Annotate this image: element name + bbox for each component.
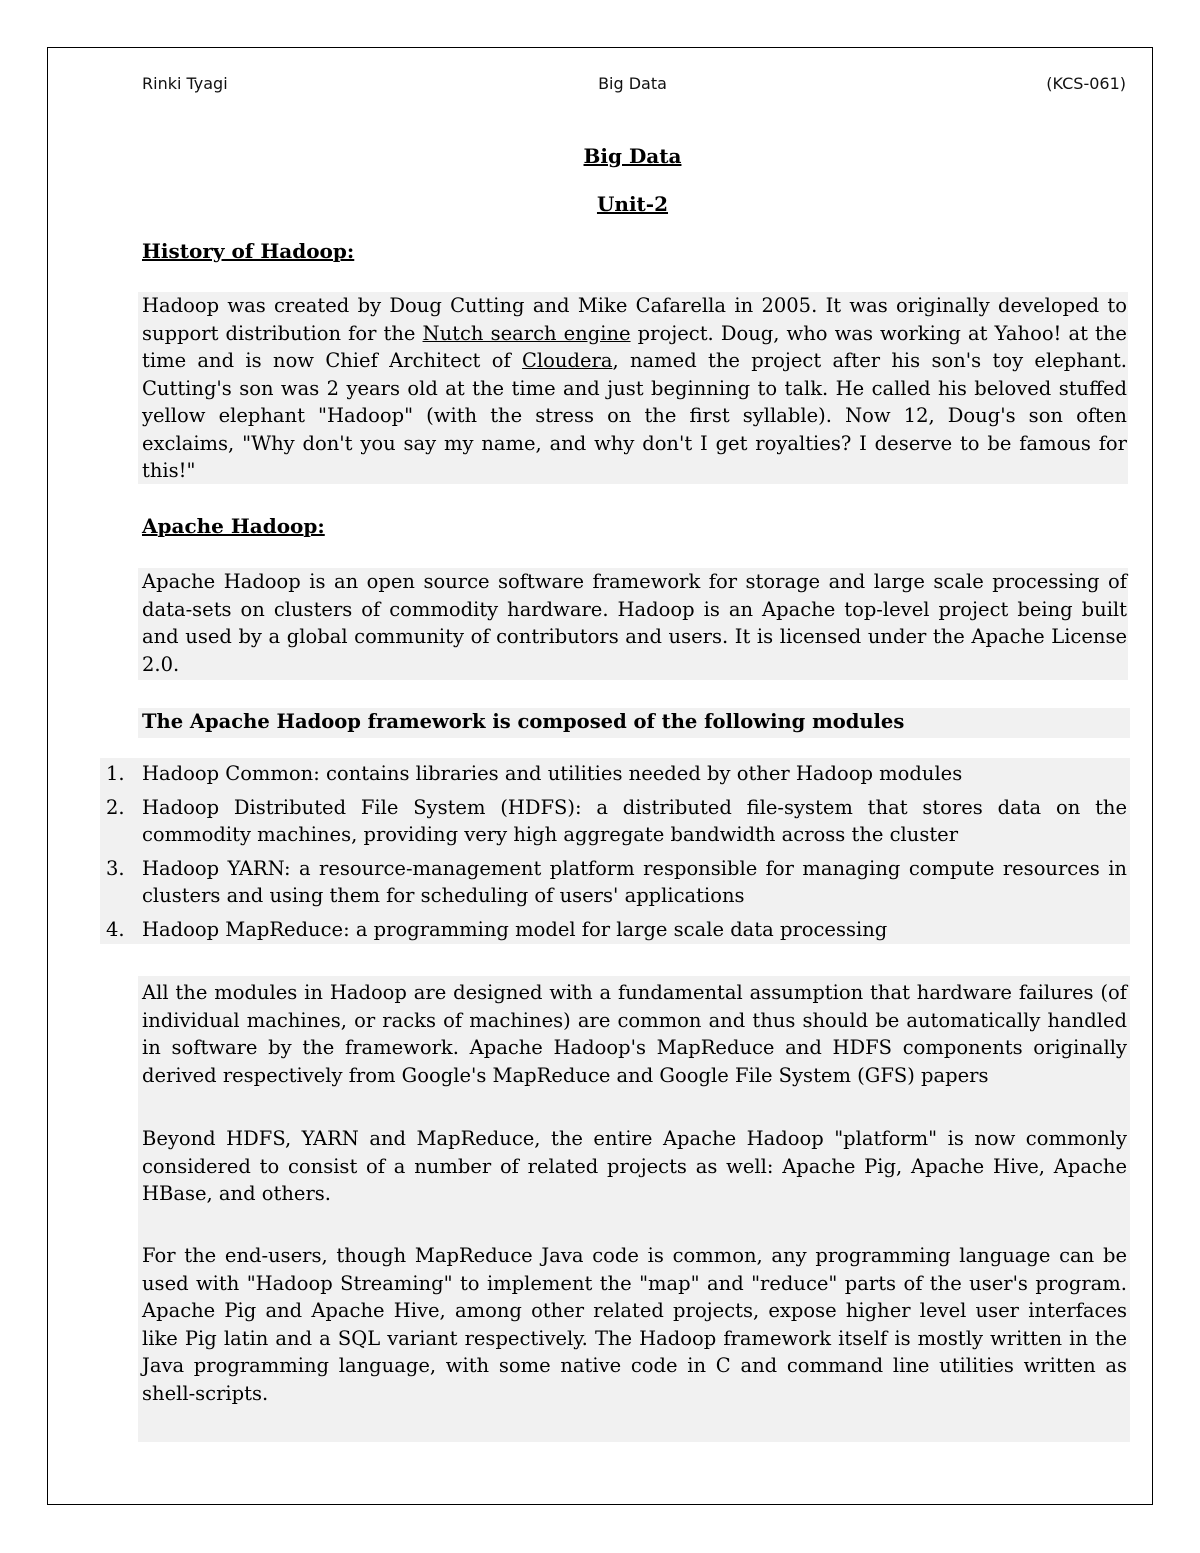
nutch-link[interactable]: Nutch search engine xyxy=(422,321,631,345)
document-subtitle: Unit-2 xyxy=(596,192,669,216)
history-heading: History of Hadoop: xyxy=(142,239,355,263)
header-subject: Big Data xyxy=(598,74,667,93)
apache-heading: Apache Hadoop: xyxy=(142,514,325,538)
list-item: 1. Hadoop Common: contains libraries and utilities needed by other Hadoop modules xyxy=(106,762,963,785)
cloudera-link[interactable]: Cloudera xyxy=(522,349,613,372)
modules-assumption-paragraph: All the modules in Hadoop are designed with a fundamental assumption that hardware failures (of individual machines, or racks of machines) are common and thus should be automatically handled in software by the framework. Apache Hadoop's MapReduce and HDFS components originally derived respectively from Google's MapReduce and Google File System (GFS) papers xyxy=(142,981,1127,1087)
header-author: Rinki Tyagi xyxy=(142,74,228,93)
list-item: 3. Hadoop YARN: a resource-management platform responsible for managing compute resources in clusters and using them for scheduling of users' applications xyxy=(106,856,1127,907)
history-paragraph: Hadoop was created by Doug Cutting and Mike Cafarella in 2005. It was originally developed to support distribution for the Nutch search engine project. Doug, who was working at Yahoo! at the time and is now Chief Architect of Cloudera, named the project after his son's toy elephant. Cutting's son was 2 years old at the time and just beginning to talk. He called his beloved stuffed yellow elephant "Hadoop" (with the stress on the first syllable). Now 12, Doug's son often exclaims, "Why don't you say my name, and why don't I get royalties? I deserve to be famous for this!" xyxy=(142,294,1128,482)
list-item: 2. Hadoop Distributed File System (HDFS): a distributed file-system that stores data on the commodity machines, providing very high aggregate bandwidth across the cluster xyxy=(106,795,1127,846)
modules-list xyxy=(100,760,1127,949)
end-users-paragraph: For the end-users, though MapReduce Java code is common, any programming language can be used with "Hadoop Streaming" to implement the "map" and "reduce" parts of the user's program. Apache Pig and Apache Hive, among other related projects, expose higher level user interfaces like Pig latin and a SQL variant respectively. The Hadoop framework itself is mostly written in the Java programming language, with some native code in C and command line utilities written as shell-scripts. xyxy=(142,1244,1127,1405)
header-course-code: (KCS-061) xyxy=(1046,74,1126,93)
document-title: Big Data xyxy=(583,144,682,168)
modules-heading: The Apache Hadoop framework is composed of the following modules xyxy=(142,710,905,733)
list-item: 4. Hadoop MapReduce: a programming model for large scale data processing xyxy=(106,917,888,941)
platform-paragraph: Beyond HDFS, YARN and MapReduce, the entire Apache Hadoop "platform" is now commonly considered to consist of a number of related projects as well: Apache Pig, Apache Hive, Apache HBase, and others. xyxy=(142,1127,1127,1205)
apache-paragraph: Apache Hadoop is an open source software framework for storage and large scale processing of data-sets on clusters of commodity hardware. Hadoop is an Apache top-level project being built and used by a global community of contributors and users. It is licensed under the Apache License 2.0. xyxy=(142,570,1127,676)
